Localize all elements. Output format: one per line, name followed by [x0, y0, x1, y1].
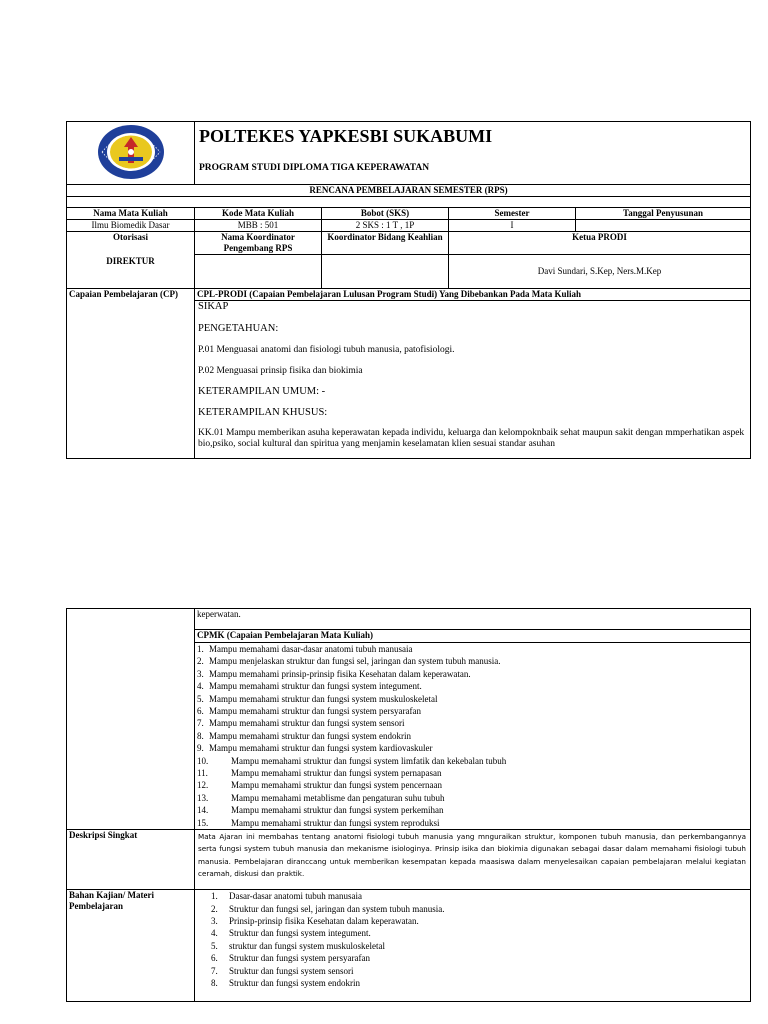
spacer-row: [67, 197, 751, 208]
deskripsi-text: Mata Ajaran ini membahas tentang anatomi fisiologi tubuh manusia yang mnguraikan struktur, komponen tubuh manusia, dan perkembangannya serta fungsi system tubuh manusia dan mekanisme isiologinya. Prinsip isika dan biokimia digunakan sebagai dasar dalam memahami fisiologi tubuh manusia. Pembelajaran diranccang untuk memberikan kesempatan kepada maasiswa dalam menyelesaikan capaian pembelajaran melalui kegiatan ceramah, diskusi dan praktik.: [195, 830, 751, 890]
otorisasi-cell: [67, 232, 195, 289]
kk01-continued: keperwatan.: [195, 609, 751, 630]
col-header-nama-mk: Nama Mata Kuliah: [67, 208, 195, 220]
p02-text: P.02 Menguasai prinsip fisika dan biokimia: [198, 366, 363, 376]
cpmk-item: 1. Mampu memahami dasar-dasar anatomi tubuh manusaia: [197, 644, 413, 654]
koordinator-pengembang-sign: [195, 255, 322, 289]
title-cell: [195, 122, 751, 185]
col-header-semester: Semester: [449, 208, 576, 220]
cpmk-item: 5. Mampu memahami struktur dan fungsi system muskuloskeletal: [197, 693, 438, 704]
bahan-item: 3. Prinsip-prinsip fisika Kesehatan dalam keperawatan.: [211, 915, 419, 926]
value-bobot: 2 SKS : 1 T , 1P: [322, 220, 449, 232]
pengetahuan-heading: PENGETAHUAN:: [198, 323, 279, 334]
col-header-tanggal: Tanggal Penyusunan: [576, 208, 751, 220]
rps-content-table: [66, 608, 751, 1002]
bahan-kajian-label: Bahan Kajian/ Materi Pembelajaran: [67, 890, 195, 1002]
director-label: DIREKTUR: [106, 256, 155, 266]
kk01-text: KK.01 Mampu memberikan asuha keperawatan kepada individu, keluarga dan kelompoknbaik sehat maupun sakit dengan mmperhatikan aspek bio,psiko, social kultural dan spiritua yang menjamin keselamatan klien sesuai standar asuhan: [198, 428, 745, 449]
rps-table-page-2: [66, 608, 750, 1002]
cpl-prodi-title: CPL-PRODI (Capaian Pembelajaran Lulusan Program Studi) Yang Dibebankan Pada Mata Kuliah: [195, 289, 751, 301]
bahan-list: [197, 890, 748, 989]
program-name: PROGRAM STUDI DIPLOMA TIGA KEPERAWATAN: [199, 163, 430, 173]
cpmk-item: 4. Mampu memahami struktur dan fungsi system integument.: [197, 681, 422, 692]
otorisasi-label: Otorisasi: [113, 232, 148, 242]
keterampilan-umum: KETERAMPILAN UMUM: -: [198, 386, 326, 397]
logo-cell: [67, 122, 195, 185]
cpmk-item: 11. Mampu memahami struktur dan fungsi system pernapasan: [197, 768, 442, 779]
cpmk-item: 7. Mampu memahami struktur dan fungsi system sensori: [197, 718, 405, 729]
institution-name: POLTEKES YAPKESBI SUKABUMI: [199, 126, 493, 146]
rps-table-page-1: [66, 121, 750, 459]
koordinator-bidang-sign: [322, 255, 449, 289]
koordinator-pengembang-label: Nama Koordinator Pengembang RPS: [195, 232, 322, 255]
value-tanggal: [576, 220, 751, 232]
ketua-prodi-label: Ketua PRODI: [449, 232, 751, 255]
cpmk-list: [197, 643, 748, 829]
cpmk-item: 9. Mampu memahami struktur dan fungsi system kardiovaskuler: [197, 743, 433, 754]
cpl-content: [195, 301, 751, 459]
cpmk-list-cell: [195, 643, 751, 830]
bahan-item: 5. struktur dan fungsi system muskuloskeletal: [211, 940, 385, 951]
cpmk-title: CPMK (Capaian Pembelajaran Mata Kuliah): [195, 630, 751, 643]
bahan-item: 6. Struktur dan fungsi system persyarafan: [211, 953, 370, 964]
bahan-item: 8. Struktur dan fungsi system endokrin: [211, 977, 360, 988]
bahan-item: 4. Struktur dan fungsi system integument.: [211, 928, 371, 939]
cpmk-item: 13. Mampu memahami metablisme dan pengaturan suhu tubuh: [197, 792, 445, 803]
keterampilan-khusus: KETERAMPILAN KHUSUS:: [198, 407, 328, 418]
cpmk-item: 6. Mampu memahami struktur dan fungsi system persyarafan: [197, 706, 421, 717]
value-kode-mk: MBB : 501: [195, 220, 322, 232]
col-header-bobot: Bobot (SKS): [322, 208, 449, 220]
p01-text: P.01 Menguasai anatomi dan fisiologi tubuh manusia, patofisiologi.: [198, 345, 455, 355]
cp-continued-label: [67, 609, 195, 830]
cpmk-item: 10. Mampu memahami struktur dan fungsi system limfatik dan kekebalan tubuh: [197, 755, 507, 766]
document-title: RENCANA PEMBELAJARAN SEMESTER (RPS): [67, 185, 751, 197]
value-semester: I: [449, 220, 576, 232]
koordinator-bidang-label: Koordinator Bidang Keahlian: [322, 232, 449, 255]
cpmk-item: 14. Mampu memahami struktur dan fungsi system perkemihan: [197, 805, 444, 816]
cpmk-item: 3. Mampu memahami prinsip-prinsip fisika Kesehatan dalam keperawatan.: [197, 668, 471, 679]
value-nama-mk: Ilmu Biomedik Dasar: [67, 220, 195, 232]
ketua-prodi-name: Davi Sundari, S.Kep, Ners.M.Kep: [449, 255, 751, 289]
cpmk-item: 2. Mampu menjelaskan struktur dan fungsi sel, jaringan dan system tubuh manusia.: [197, 656, 501, 667]
bahan-item: 2. Struktur dan fungsi sel, jaringan dan system tubuh manusia.: [211, 903, 445, 914]
cpmk-item: 15. Mampu memahami struktur dan fungsi system reproduksi: [197, 817, 440, 828]
col-header-kode-mk: Kode Mata Kuliah: [195, 208, 322, 220]
institution-logo: [96, 123, 166, 181]
sikap-heading: SIKAP: [198, 301, 229, 312]
bahan-list-cell: [195, 890, 751, 1002]
cp-label: Capaian Pembelajaran (CP): [67, 289, 195, 459]
deskripsi-label: Deskripsi Singkat: [67, 830, 195, 890]
rps-header-table: [66, 121, 751, 459]
bahan-item: 7. Struktur dan fungsi system sensori: [211, 965, 354, 976]
bahan-item: 1. Dasar-dasar anatomi tubuh manusaia: [211, 891, 363, 902]
cpmk-item: 12. Mampu memahami struktur dan fungsi system pencernaan: [197, 780, 442, 791]
cpmk-item: 8. Mampu memahami struktur dan fungsi system endokrin: [197, 730, 411, 741]
